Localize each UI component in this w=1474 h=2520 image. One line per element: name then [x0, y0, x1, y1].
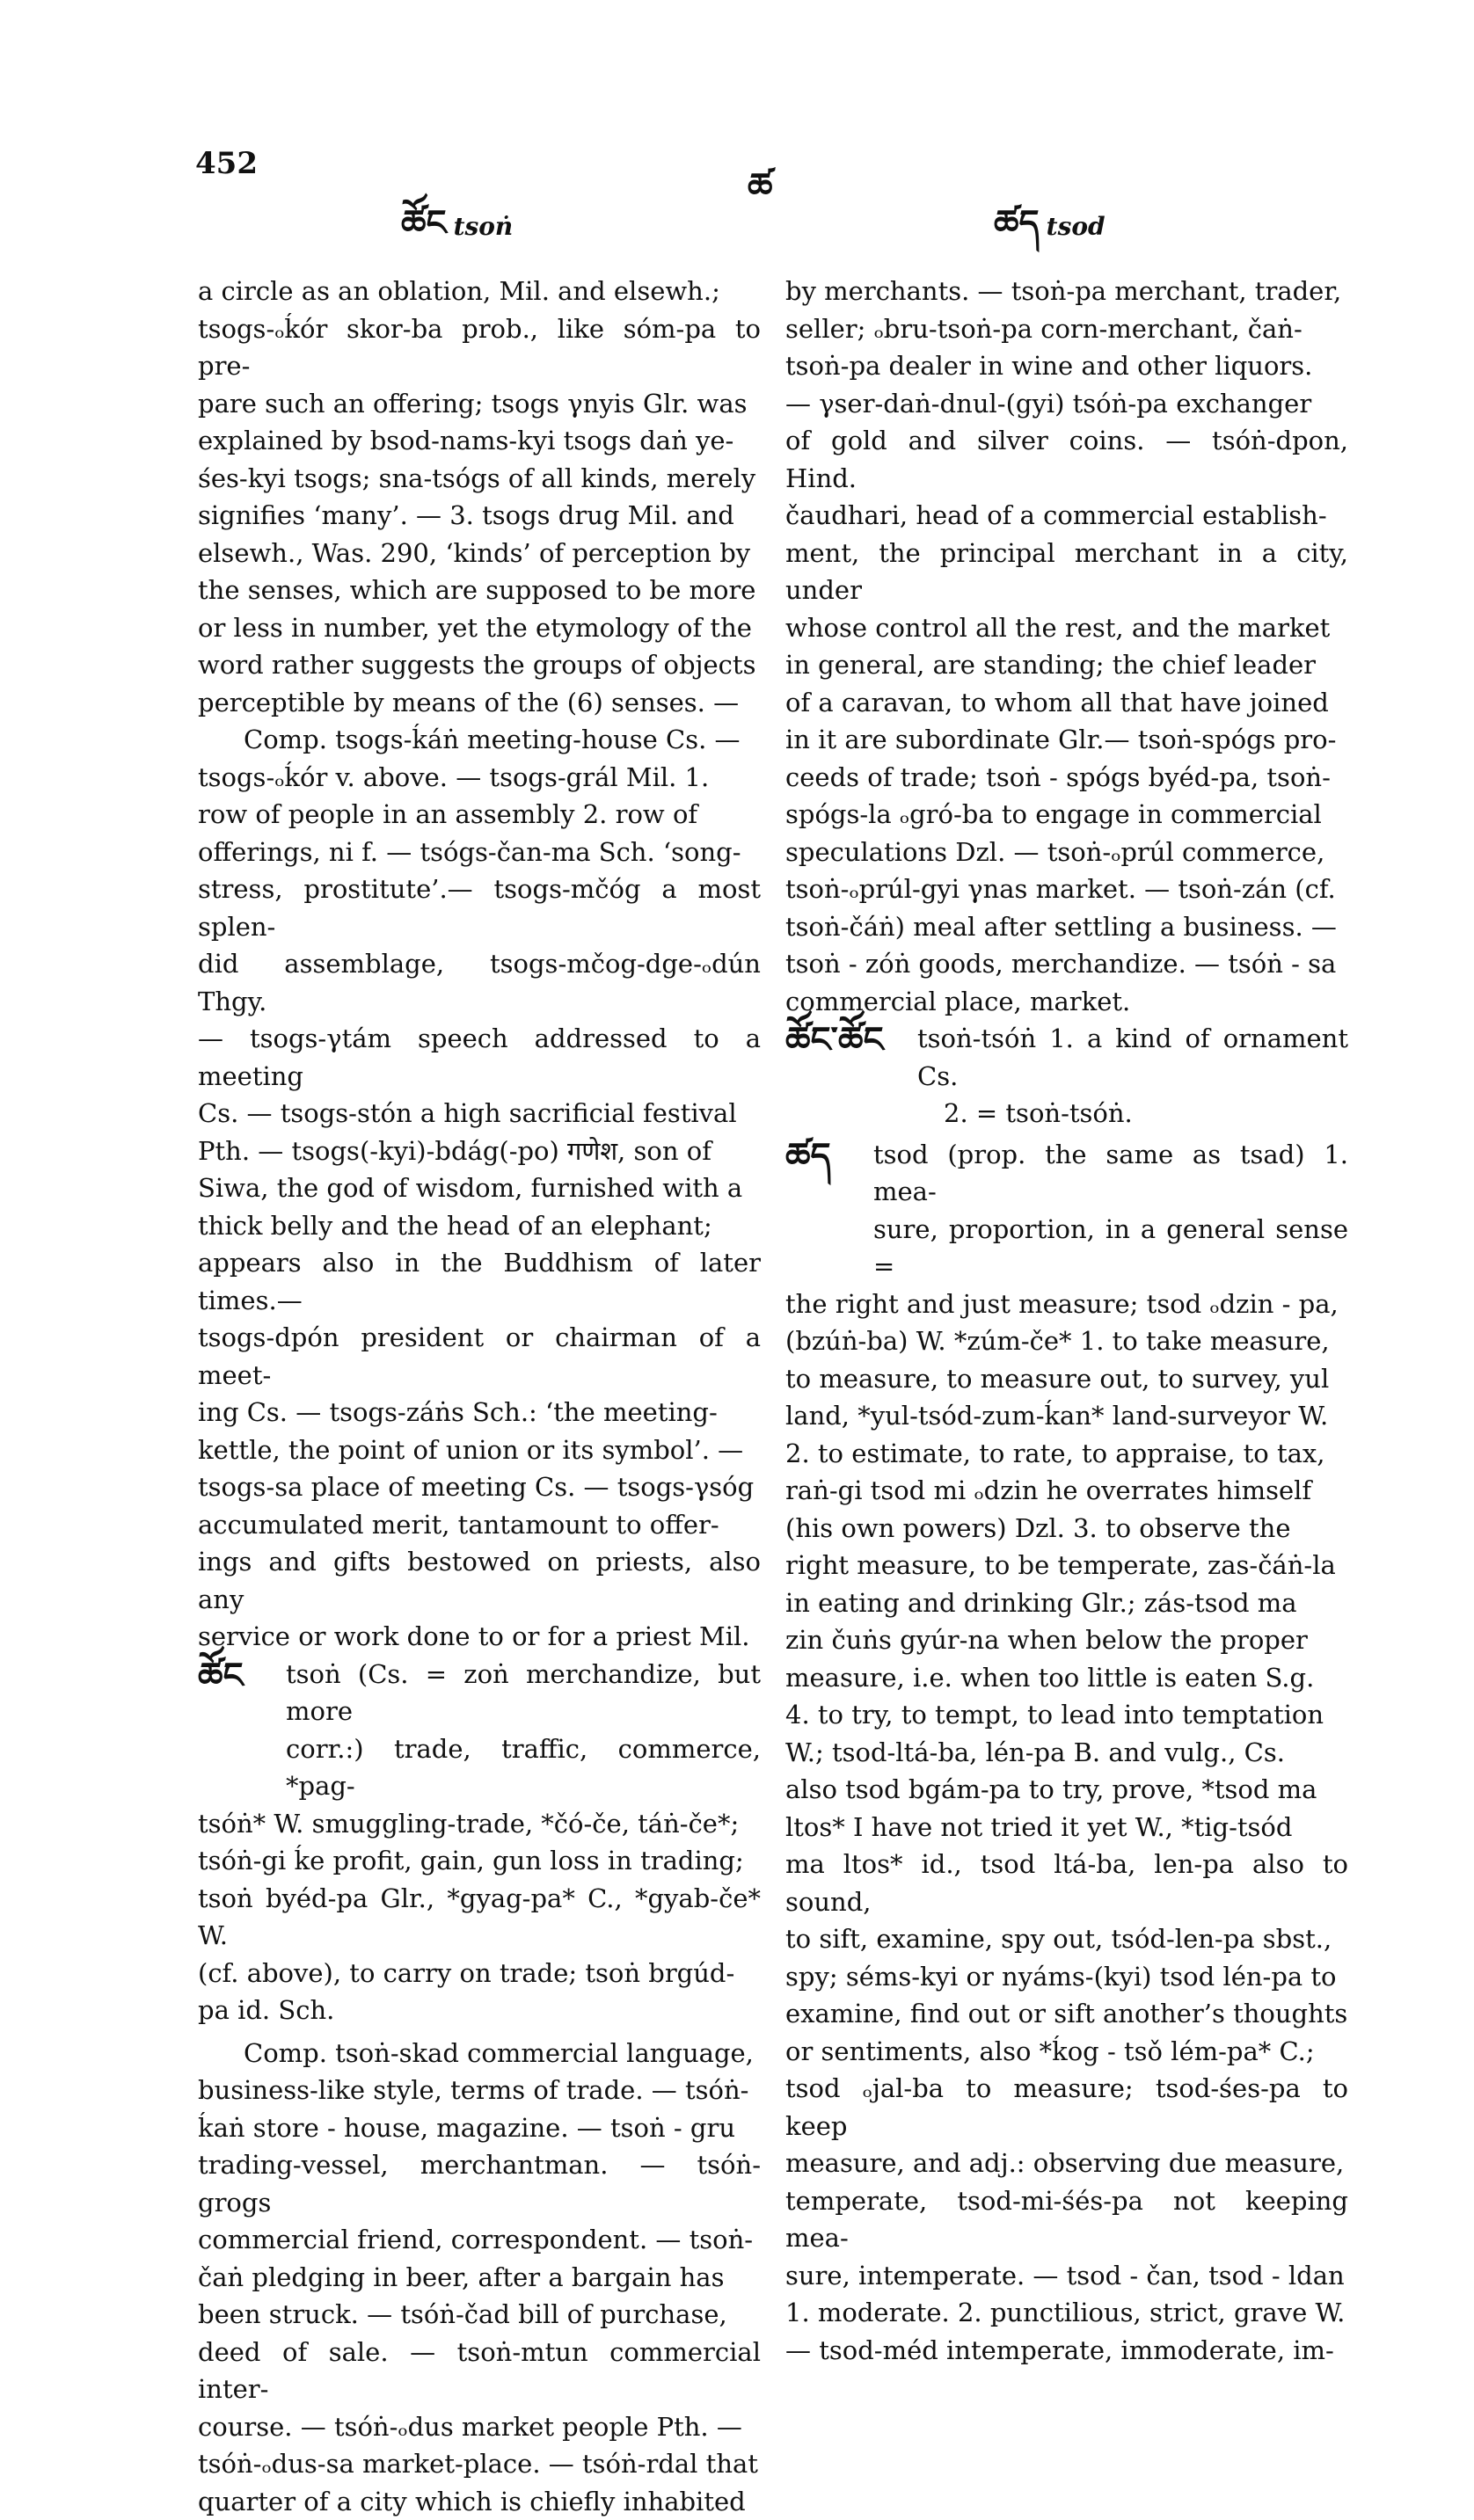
text-line: 2. = tsoṅ-tsóṅ.: [917, 1095, 1348, 1133]
text-line: whose control all the rest, and the market: [785, 609, 1348, 647]
text-line: tsoṅ (Cs. = zoṅ merchandize, but more: [286, 1656, 761, 1730]
text-line: to measure, to measure out, to survey, yul: [785, 1360, 1348, 1398]
running-header: [0, 139, 1474, 218]
text-line: a circle as an oblation, Mil. and elsewh.;: [198, 273, 761, 310]
text-line: quarter of a city which is chiefly inhabited: [198, 2483, 761, 2520]
text-line: the senses, which are supposed to be more: [198, 572, 761, 609]
text-line: ings and gifts bestowed on priests, also any: [198, 1543, 761, 1618]
text-line: tsoṅ-ₒprúl-gyi γnas market. — tsoṅ-zán (cf.: [785, 870, 1348, 908]
page-number: 452: [195, 146, 258, 181]
section-letter-tibetan: ཚ: [748, 165, 772, 207]
text-line: zin čuṅs gyúr-na when below the proper: [785, 1621, 1348, 1659]
text-line: 4. to try, to tempt, to lead into temptation: [785, 1696, 1348, 1734]
text-line: seller; ₒbru-tsoṅ-pa corn-merchant, čaṅ-: [785, 310, 1348, 348]
entry-tsod: [785, 1136, 1348, 1285]
text-line: ltos* I have not tried it yet W., *tig-tsód: [785, 1809, 1348, 1846]
text-line: 2. to estimate, to rate, to appraise, to tax,: [785, 1435, 1348, 1473]
text-line: tsogs-dpón president or chairman of a meet-: [198, 1319, 761, 1394]
text-line: the right and just measure; tsod ₒdzin - pa,: [785, 1285, 1348, 1323]
text-line: thick belly and the head of an elephant;: [198, 1207, 761, 1245]
entry-tsontson: [785, 1020, 1348, 1133]
right-paragraph-1: [785, 273, 1348, 1020]
text-line: Comp. tsogs-ḱáṅ meeting-house Cs. —: [198, 721, 761, 759]
text-line: speculations Dzl. — tsoṅ-ₒprúl commerce,: [785, 834, 1348, 871]
text-line: spy; séms-kyi or nyáms-(kyi) tsod lén-pa to: [785, 1958, 1348, 1996]
text-line: deed of sale. — tsoṅ-mtun commercial inter-: [198, 2334, 761, 2408]
text-line: — γser-daṅ-dnul-(gyi) tsóṅ-pa exchanger: [785, 385, 1348, 423]
text-line: business-like style, terms of trade. — tsóṅ-: [198, 2072, 761, 2109]
text-line: čaudhari, head of a commercial establish-: [785, 497, 1348, 535]
text-line: śes-kyi tsogs; sna-tsógs of all kinds, merely: [198, 460, 761, 498]
text-line: tsogs-ₒḱór v. above. — tsogs-grál Mil. 1.: [198, 759, 761, 797]
text-line: spógs-la ₒgró-ba to engage in commercial: [785, 796, 1348, 834]
left-headword-tibetan: ཚོང: [401, 183, 447, 282]
text-line: did assemblage, tsogs-mčog-dge-ₒdún Thgy.: [198, 945, 761, 1020]
left-paragraph-3: [198, 1805, 761, 2029]
right-column: [785, 273, 1348, 2369]
entry-tson-text: [286, 1656, 761, 1805]
text-line: kettle, the point of union or its symbol’. —: [198, 1431, 761, 1469]
text-line: perceptible by means of the (6) senses. —: [198, 684, 761, 722]
text-line: — tsogs-γtám speech addressed to a meeting: [198, 1020, 761, 1095]
text-line: tsogs-sa place of meeting Cs. — tsogs-γsóg: [198, 1468, 761, 1506]
text-line: tsoṅ - zóṅ goods, merchandize. — tsóṅ - sa: [785, 945, 1348, 983]
text-line: commercial place, market.: [785, 983, 1348, 1021]
text-line: ing Cs. — tsogs-záṅs Sch.: ‘the meeting-: [198, 1394, 761, 1431]
right-headword-tibetan: ཚད: [994, 183, 1040, 282]
text-line: tsoṅ byéd-pa Glr., *gyag-pa* C., *gyab-če* W.: [198, 1880, 761, 1955]
text-line: tsod (prop. the same as tsad) 1. mea-: [873, 1136, 1348, 1211]
text-line: ḱaṅ store - house, magazine. — tsoṅ - gru: [198, 2109, 761, 2147]
text-line: elsewh., Was. 290, ‘kinds’ of perception by: [198, 535, 761, 572]
text-line: accumulated merit, tantamount to offer-: [198, 1506, 761, 1544]
text-line: or less in number, yet the etymology of the: [198, 609, 761, 647]
text-line: explained by bsod-nams-kyi tsogs daṅ ye-: [198, 422, 761, 460]
text-line: course. — tsóṅ-ₒdus market people Pth. —: [198, 2408, 761, 2446]
entry-tsod-tibetan: ཚད: [785, 1136, 873, 1176]
text-line: raṅ-gi tsod mi ₒdzin he overrates himself: [785, 1472, 1348, 1510]
entry-tsontson-text: [917, 1020, 1348, 1133]
text-line: tsóṅ* W. smuggling-trade, *čó-če, táṅ-če*;: [198, 1805, 761, 1843]
text-line: (his own powers) Dzl. 3. to observe the: [785, 1510, 1348, 1548]
text-line: ceeds of trade; tsoṅ - spógs byéd-pa, tsoṅ-: [785, 759, 1348, 797]
text-line: čaṅ pledging in beer, after a bargain has: [198, 2259, 761, 2297]
text-line: been struck. — tsóṅ-čad bill of purchase,: [198, 2296, 761, 2334]
right-paragraph-2: [785, 1285, 1348, 2370]
left-paragraph-2: [198, 721, 761, 1656]
left-headword: tsoṅ: [454, 212, 514, 241]
text-line: commercial friend, correspondent. — tsoṅ-: [198, 2221, 761, 2259]
left-headword-group: [401, 183, 513, 282]
text-line: of gold and silver coins. — tsóṅ-dpon, Hind.: [785, 422, 1348, 497]
text-line: by merchants. — tsoṅ-pa merchant, trader,: [785, 273, 1348, 310]
text-line: in eating and drinking Glr.; zás-tsod ma: [785, 1584, 1348, 1622]
text-line: in it are subordinate Glr.— tsoṅ-spógs pro-: [785, 721, 1348, 759]
text-line: measure, and adj.: observing due measure,: [785, 2145, 1348, 2182]
text-line: measure, i.e. when too little is eaten S.g.: [785, 1659, 1348, 1697]
left-paragraph-1: [198, 273, 761, 721]
text-line: W.; tsod-ltá-ba, lén-pa B. and vulg., Cs.: [785, 1734, 1348, 1772]
text-line: land, *yul-tsód-zum-ḱan* land-surveyor W.: [785, 1397, 1348, 1435]
text-line: tsoṅ-tsóṅ 1. a kind of ornament Cs.: [917, 1020, 1348, 1095]
text-line: right measure, to be temperate, zas-čáṅ-la: [785, 1547, 1348, 1584]
entry-tsontson-tibetan: ཚོང་ཚོང: [785, 1020, 917, 1060]
entry-tsod-text: [873, 1136, 1348, 1285]
text-line: service or work done to or for a priest Mil.: [198, 1618, 761, 1656]
text-line: word rather suggests the groups of objects: [198, 646, 761, 684]
text-line: tsogs-ₒḱór skor-ba prob., like sóm-pa to pre-: [198, 310, 761, 385]
text-line: Cs. — tsogs-stón a high sacrificial festival: [198, 1095, 761, 1133]
text-line: to sift, examine, spy out, tsód-len-pa sbst.,: [785, 1920, 1348, 1958]
text-line: ment, the principal merchant in a city, under: [785, 535, 1348, 609]
right-headword: tsod: [1047, 212, 1106, 241]
section-letter-group: [748, 146, 772, 245]
text-line: tsod ₒjal-ba to measure; tsod-śes-pa to keep: [785, 2070, 1348, 2145]
text-line: pare such an offering; tsogs γnyis Glr. was: [198, 385, 761, 423]
text-line: 1. moderate. 2. punctilious, strict, grave W.: [785, 2294, 1348, 2332]
text-line: signifies ‘many’. — 3. tsogs drug Mil. and: [198, 497, 761, 535]
text-line: row of people in an assembly 2. row of: [198, 796, 761, 834]
entry-tson-tibetan: ཚོང: [198, 1656, 286, 1696]
text-line: tsoṅ-čáṅ) meal after settling a business. —: [785, 908, 1348, 946]
entry-tson: [198, 1656, 761, 1805]
text-line: temperate, tsod-mi-śés-pa not keeping mea-: [785, 2182, 1348, 2257]
text-line: corr.:) trade, traffic, commerce, *pag-: [286, 1730, 761, 1805]
text-line: in general, are standing; the chief leader: [785, 646, 1348, 684]
text-line: Comp. tsoṅ-skad commercial language,: [198, 2035, 761, 2072]
text-line: tsóṅ-gi ḱe profit, gain, gun loss in trading;: [198, 1842, 761, 1880]
text-line: (bzúṅ-ba) W. *zúm-če* 1. to take measure,: [785, 1322, 1348, 1360]
text-line: examine, find out or sift another’s thoughts: [785, 1995, 1348, 2033]
text-line: Siwa, the god of wisdom, furnished with a: [198, 1169, 761, 1207]
text-line: also tsod bgám-pa to try, prove, *tsod ma: [785, 1771, 1348, 1809]
text-line: ma ltos* id., tsod ltá-ba, len-pa also to sound,: [785, 1846, 1348, 1920]
text-line: tsóṅ-ₒdus-sa market-place. — tsóṅ-rdal that: [198, 2445, 761, 2483]
right-headword-group: [994, 183, 1106, 282]
text-line: (cf. above), to carry on trade; tsoṅ brgúd-: [198, 1955, 761, 1992]
left-column: [198, 273, 761, 2520]
text-line: — tsod-méd intemperate, immoderate, im-: [785, 2332, 1348, 2370]
text-line: of a caravan, to whom all that have joined: [785, 684, 1348, 722]
text-line: sure, proportion, in a general sense =: [873, 1211, 1348, 1285]
text-line: or sentiments, also *ḱog - tsǒ lém-pa* C.;: [785, 2033, 1348, 2071]
text-line: appears also in the Buddhism of later times.—: [198, 1244, 761, 1319]
text-line: pa id. Sch.: [198, 1992, 761, 2029]
text-line: stress, prostitute’.— tsogs-mčóg a most splen-: [198, 870, 761, 945]
text-line: offerings, ni f. — tsógs-čan-ma Sch. ‘song-: [198, 834, 761, 871]
left-paragraph-4: [198, 2035, 761, 2520]
text-line: sure, intemperate. — tsod - čan, tsod - ldan: [785, 2257, 1348, 2295]
text-line: tsoṅ-pa dealer in wine and other liquors.: [785, 347, 1348, 385]
text-line: trading-vessel, merchantman. — tsóṅ-grogs: [198, 2146, 761, 2221]
text-line: Pth. — tsogs(-kyi)-bdág(-po) गणेश, son of: [198, 1133, 761, 1170]
